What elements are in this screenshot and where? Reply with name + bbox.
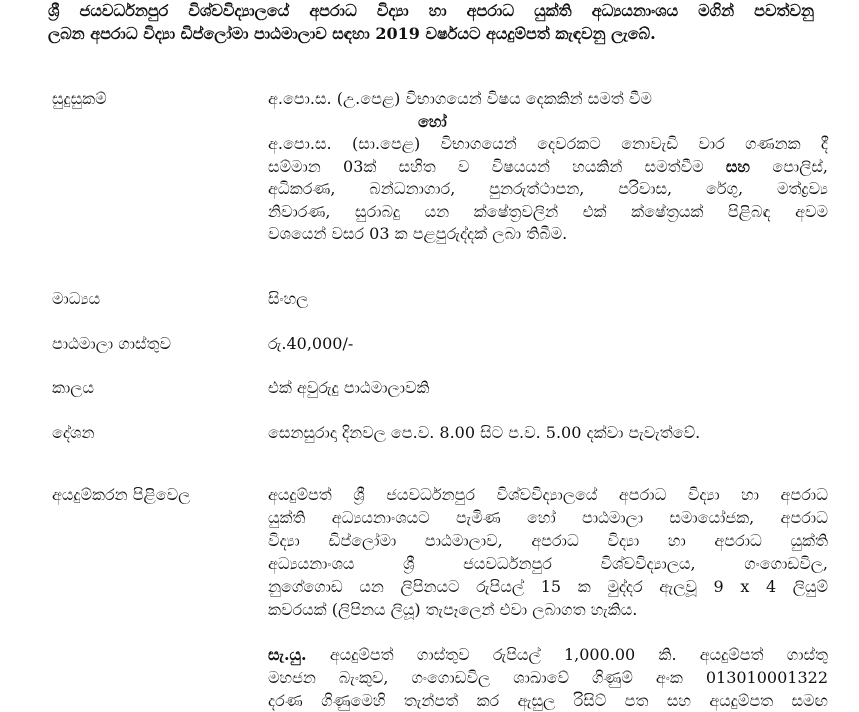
course-fee-label: පාඨමාලා ගාස්තුව <box>52 334 171 353</box>
heading-line-1: ශ්‍රී ජයවර්ධනපුර විශ්වවිද්‍යාලයේ අපරාධ විද්‍යා හා අපරාධ යුක්ති අධ්‍යයනාංශය මගින් පවත්වනු <box>48 1 814 20</box>
qualification-option-2-line-4: නිවාරණ, සුරාබදු යන ක්ෂේත්‍රවලින් එක් ක්ෂේත්‍රයක් පිළිබඳ අවම <box>268 201 828 221</box>
qualifications-label-block <box>52 88 258 111</box>
duration-value: එක් අවුරුදු පාඨමාලාවකි <box>268 378 430 397</box>
medium-label-block <box>52 287 258 310</box>
qualification-option-2-line-3: අධිකරණ, බන්ධනාගාර, පුනරුත්ථාපන, පරිවාස, රේගු, මත්ද්‍රව්‍ය <box>268 179 828 198</box>
lectures-label-block <box>52 421 258 444</box>
course-fee-value-block <box>268 332 828 355</box>
qualification-option-2-line-2 <box>268 156 828 179</box>
course-fee-value: රු.40,000/- <box>268 334 354 353</box>
course-fee-label-block <box>52 332 258 355</box>
qualifications-label: සුදුසුකම් <box>52 89 107 108</box>
medium-value-block <box>268 287 828 310</box>
qualification-line-2-end: පොලිස්, <box>772 156 828 176</box>
document-heading <box>48 0 814 45</box>
application-method-line: යුක්ති අධ්‍යයනාංශයට පැමිණ හෝ පාඨමාලා සමායෝජක, අපරාධ <box>268 508 828 527</box>
lectures-label: දේශන <box>52 423 95 442</box>
note-block <box>268 643 828 712</box>
application-method-line: නුගේගොඩ යන ලිපිනයට රුපියල් 15 ක මුද්දර ඇලවූ 9 x 4 ලියුම් <box>268 577 828 596</box>
note-line-1 <box>268 643 828 666</box>
application-method-label: අයදුම්කරන පිළිවෙල <box>52 485 191 504</box>
lectures-value-block <box>268 421 828 444</box>
note-prefix: සැ.යු. <box>268 645 307 664</box>
qualification-option-1: අ.පො.ස. (උ.පෙළ) විභාගයෙන් විෂය දෙකකින් සමත් වීම <box>268 89 652 108</box>
duration-label-block <box>52 376 258 399</box>
qualification-or-text: හෝ <box>418 111 447 131</box>
application-method-line: කවරයක් (ලිපිනය ලියූ) තැපෑලෙන් එවා ලබාගත හැකිය. <box>268 600 638 619</box>
application-method-value <box>268 483 828 621</box>
duration-value-block <box>268 376 828 399</box>
note-line-3: දරණ ගිණුමෙහි තැන්පත් කර ඇසුල රිසිට් පත සහ අයදුම්පත සමඟ <box>268 691 828 710</box>
note-line-1-text: අයදුම්පත් ගාස්තුව රුපියල් 1,000.00 කි. අයදුම්පත් ගාස්තු <box>329 645 828 664</box>
application-method-line: අධ්‍යයනාංශය ශ්‍රී ජයවර්ධනපුර විශ්වවිද්‍යාලය, ගංගොඩවිල, <box>268 554 828 573</box>
qualification-option-2-line-1: අ.පො.ස. (සා.පෙළ) විභාගයෙන් දෙවරකට නොවැඩි වාර ගණනක දී <box>268 134 828 153</box>
heading-line-2: ලබන අපරාධ විද්‍යා ඩිප්ලෝමා පාඨමාලාව සඳහා 2019 වර්ෂයට අයදුම්පත් කැඳවනු ලැබේ. <box>48 24 656 43</box>
qualification-and-text: සහ <box>725 156 750 176</box>
medium-value: සිංහල <box>268 289 309 308</box>
note-line-2: මහජන බැංකුව, ගංගොඩවිල ශාඛාවේ ගිණුම් අංක 013010001322 <box>268 668 828 687</box>
duration-label: කාලය <box>52 378 94 397</box>
qualifications-value <box>268 88 828 246</box>
medium-label: මාධ්‍යය <box>52 289 101 308</box>
qualification-line-2-start: සම්මාන 03ක් සහිත ව විෂයයන් හයකින් සමත්වීම <box>268 156 704 176</box>
application-method-label-block <box>52 483 258 506</box>
application-method-line: අයදුම්පත් ශ්‍රී ජයවර්ධනපුර විශ්වවිද්‍යාලයේ අපරාධ විද්‍යා හා අපරාධ <box>268 485 828 504</box>
application-method-line: විද්‍යා ඩිප්ලෝමා පාඨමාලාව, අපරාධ විද්‍යා හා අපරාධ යුක්ති <box>268 531 828 550</box>
lectures-value: සෙනසුරාදා දිනවල පෙ.ව. 8.00 සිට ප.ව. 5.00 දක්වා පැවැත්වේ. <box>268 423 701 442</box>
qualification-option-2-line-5: වශයෙන් වසර 03 ක පළපුරුද්දක් ලබා තිබීම. <box>268 224 568 243</box>
